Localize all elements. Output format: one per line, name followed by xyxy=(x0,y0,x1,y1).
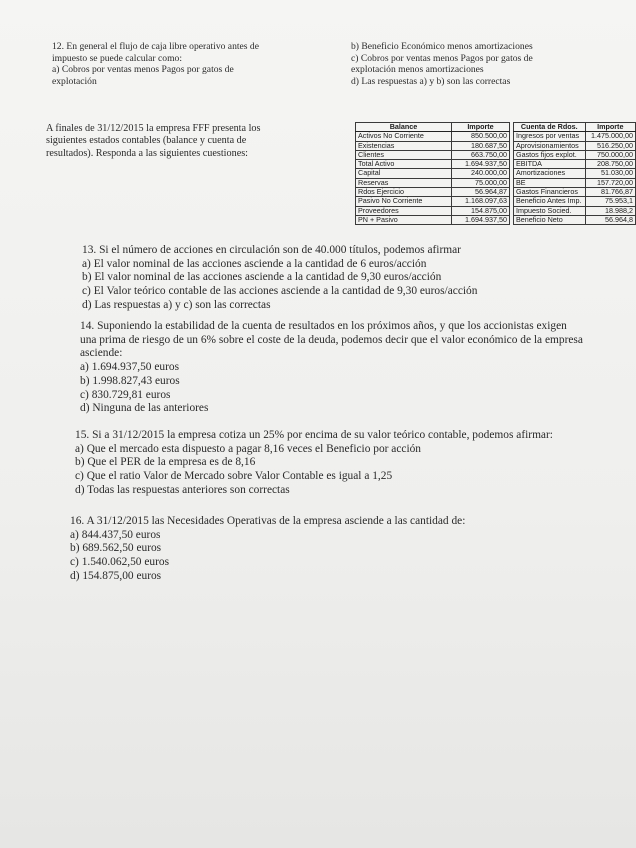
balance-row-label: Existencias xyxy=(356,141,452,150)
balance-row-amount: 75.000,00 xyxy=(452,178,510,187)
results-row xyxy=(514,160,636,169)
question-15 xyxy=(75,429,553,498)
q16-stem: 16. A 31/12/2015 las Necesidades Operativas de la empresa asciende a las cantidad de: xyxy=(70,515,466,527)
intro-line: A finales de 31/12/2015 la empresa FFF presenta los xyxy=(46,123,261,134)
q14-stem: 14. Suponiendo la estabilidad de la cuenta de resultados en los próximos años, y que los accionistas exigen xyxy=(80,320,567,332)
balance-row-amount: 663.750,00 xyxy=(452,150,510,159)
results-row-label: Gastos fijos explot. xyxy=(514,150,586,159)
results-row-amount: 81.766,87 xyxy=(585,188,635,197)
q12-stem-line: 12. En general el flujo de caja libre operativo antes de xyxy=(52,41,259,52)
balance-row-label: Reservas xyxy=(356,178,452,187)
balance-row xyxy=(356,178,510,187)
q13-option-c: c) El Valor teórico contable de las acciones asciende a la cantidad de 9,30 euros/acción xyxy=(82,285,478,298)
balance-body xyxy=(356,132,510,225)
q12-option-line: d) Las respuestas a) y b) son las correctas xyxy=(351,75,511,87)
results-row-amount: 208.750,00 xyxy=(585,160,635,169)
results-row-amount: 75.953,1 xyxy=(585,197,635,206)
results-header: Importe xyxy=(585,123,635,132)
q14-option-d: d) Ninguna de las anteriores xyxy=(80,402,209,415)
results-header: Cuenta de Rdos. xyxy=(514,123,586,132)
q12-option-line: c) Cobros por ventas menos Pagos por gatos de xyxy=(351,52,533,64)
results-body xyxy=(514,132,636,225)
balance-row-amount: 1.694.937,50 xyxy=(452,160,510,169)
balance-row xyxy=(356,132,510,141)
balance-row-label: Proveedores xyxy=(356,206,452,215)
results-table xyxy=(513,122,636,225)
results-row xyxy=(514,215,636,224)
results-row-label: Gastos Financieros xyxy=(514,188,586,197)
q13-option-d: d) Las respuestas a) y c) son las correctas xyxy=(82,298,271,311)
question-14 xyxy=(80,320,583,416)
q15-option-b: b) Que el PER de la empresa es de 8,16 xyxy=(75,456,256,469)
results-row-label: Impuesto Socied. xyxy=(514,206,586,215)
balance-row-label: Activos No Corriente xyxy=(356,132,452,141)
balance-row-amount: 240.000,00 xyxy=(452,169,510,178)
q13-stem: 13. Si el número de acciones en circulación son de 40.000 títulos, podemos afirmar xyxy=(82,244,461,256)
results-row xyxy=(514,197,636,206)
results-row-label: Beneficio Antes Imp. xyxy=(514,197,586,206)
q16-option-c: c) 1.540.062,50 euros xyxy=(70,556,170,569)
q14-stem: una prima de riesgo de un 6% sobre el coste de la deuda, podemos decir que el valor económico de la empresa xyxy=(80,333,583,346)
balance-header: Balance xyxy=(356,123,452,132)
balance-row-amount: 1.694.937,50 xyxy=(452,215,510,224)
results-row-label: EBITDA xyxy=(514,160,586,169)
balance-row-amount: 1.168.097,63 xyxy=(452,197,510,206)
results-row xyxy=(514,141,636,150)
balance-row-amount: 850.500,00 xyxy=(452,132,510,141)
results-row xyxy=(514,132,636,141)
q12-option-line: explotación menos amortizaciones xyxy=(351,64,484,75)
question-16 xyxy=(70,515,465,584)
q12-option-line: a) Cobros por ventas menos Pagos por gatos de xyxy=(52,64,234,75)
intro-line: siguientes estados contables (balance y cuenta de xyxy=(46,135,247,147)
question-12-right xyxy=(351,41,636,87)
results-row-amount: 1.475.000,00 xyxy=(585,132,635,141)
balance-row-label: Capital xyxy=(356,169,452,178)
balance-row xyxy=(356,197,510,206)
q15-option-d: d) Todas las respuestas anteriores son correctas xyxy=(75,483,290,496)
results-row-amount: 18.988,2 xyxy=(585,206,635,215)
q15-option-a: a) Que el mercado esta dispuesto a pagar 8,16 veces el Beneficio por acción xyxy=(75,442,422,455)
results-row-amount: 51.030,00 xyxy=(585,169,635,178)
balance-row xyxy=(356,150,510,159)
balance-row-amount: 180.687,50 xyxy=(452,141,510,150)
results-row-label: BE xyxy=(514,178,586,187)
balance-row-amount: 56.964,87 xyxy=(452,188,510,197)
question-13 xyxy=(82,244,477,313)
balance-row xyxy=(356,215,510,224)
results-row-amount: 750.000,00 xyxy=(585,150,635,159)
q15-stem: 15. Si a 31/12/2015 la empresa cotiza un 25% por encima de su valor teórico contable, podemos afirmar: xyxy=(75,429,553,441)
balance-row-label: PN + Pasivo xyxy=(356,215,452,224)
balance-row xyxy=(356,206,510,215)
q13-option-b: b) El valor nominal de las acciones asciende a la cantidad de 9,30 euros/acción xyxy=(82,271,442,284)
q14-stem: asciende: xyxy=(80,347,123,360)
balance-row-label: Clientes xyxy=(356,150,452,159)
balance-row-amount: 154.875,00 xyxy=(452,206,510,215)
results-row-label: Aprovisionamientos xyxy=(514,141,586,150)
q12-stem-line: impuesto se puede calcular como: xyxy=(52,52,183,64)
q14-option-c: c) 830.729,81 euros xyxy=(80,388,171,401)
balance-header: Importe xyxy=(452,123,510,132)
question-12-left xyxy=(52,41,327,87)
q16-option-b: b) 689.562,50 euros xyxy=(70,542,162,555)
results-row xyxy=(514,188,636,197)
balance-row xyxy=(356,169,510,178)
results-row-label: Ingresos por ventas xyxy=(514,132,586,141)
q12-option-line: explotación xyxy=(52,75,97,87)
results-row-amount: 157.720,00 xyxy=(585,178,635,187)
results-row xyxy=(514,150,636,159)
balance-row xyxy=(356,141,510,150)
intro-line: resultados). Responda a las siguientes cuestiones: xyxy=(46,147,249,159)
balance-row-label: Pasivo No Corriente xyxy=(356,197,452,206)
results-header-row xyxy=(514,123,636,132)
results-row-amount: 516.250,00 xyxy=(585,141,635,150)
results-row xyxy=(514,178,636,187)
balance-row-label: Rdos Ejercicio xyxy=(356,188,452,197)
balance-header-row xyxy=(356,123,510,132)
q15-option-c: c) Que el ratio Valor de Mercado sobre Valor Contable es igual a 1,25 xyxy=(75,470,393,483)
balance-row xyxy=(356,160,510,169)
balance-row xyxy=(356,188,510,197)
results-row-label: Beneficio Neto xyxy=(514,215,586,224)
q16-option-a: a) 844.437,50 euros xyxy=(70,528,161,541)
results-row xyxy=(514,169,636,178)
results-row-amount: 56.964,8 xyxy=(585,215,635,224)
balance-row-label: Total Activo xyxy=(356,160,452,169)
results-row xyxy=(514,206,636,215)
q12-option-line: b) Beneficio Económico menos amortizaciones xyxy=(351,41,533,52)
balance-table xyxy=(355,122,510,225)
case-intro xyxy=(46,123,316,160)
results-row-label: Amortizaciones xyxy=(514,169,586,178)
q16-option-d: d) 154.875,00 euros xyxy=(70,569,162,582)
q13-option-a: a) El valor nominal de las acciones asciende a la cantidad de 6 euros/acción xyxy=(82,257,427,270)
q14-option-b: b) 1.998.827,43 euros xyxy=(80,374,180,387)
q14-option-a: a) 1.694.937,50 euros xyxy=(80,361,180,374)
